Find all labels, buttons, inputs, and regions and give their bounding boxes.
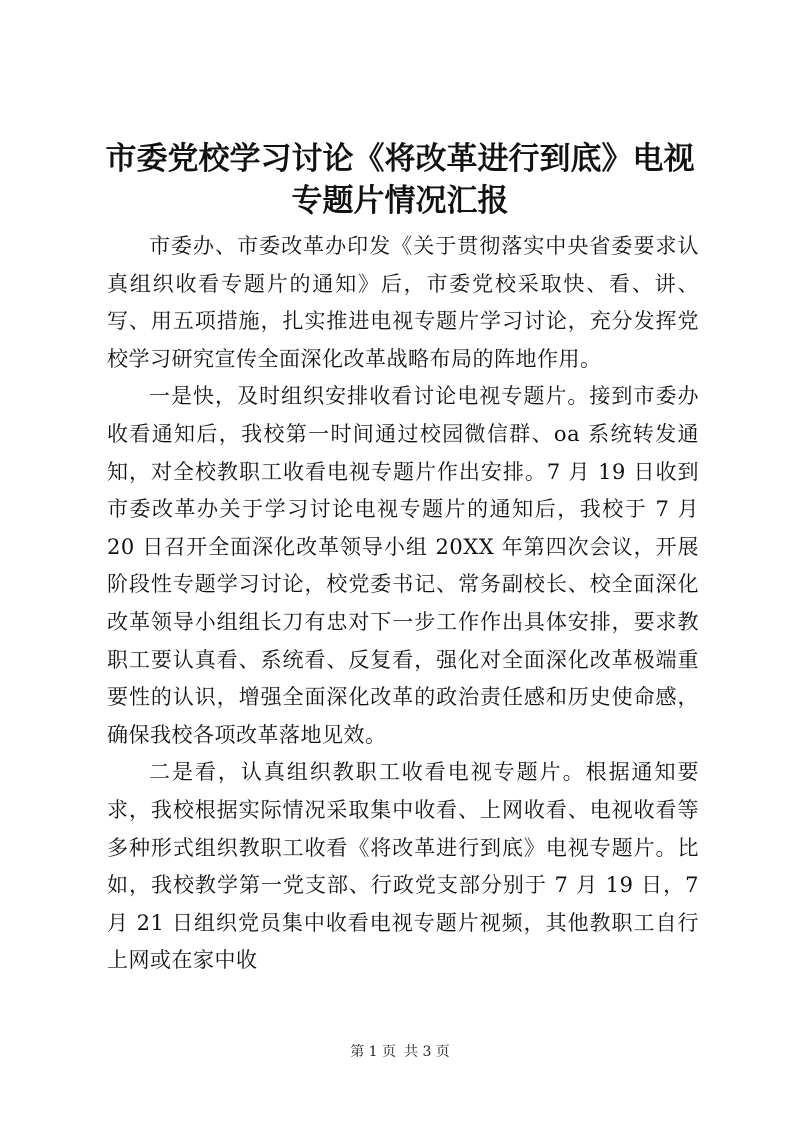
document-title: 市委党校学习讨论《将改革进行到底》电视专题片情况汇报 (105, 141, 695, 219)
page-footer (0, 1043, 800, 1061)
document-body (107, 228, 699, 980)
page-number: 第 1 页 (350, 1044, 396, 1060)
paragraph-point-one: 一是快，及时组织安排收看讨论电视专题片。接到市委办收看通知后，我校第一时间通过校园微信群、oa 系统转发通知，对全校教职工收看电视专题片作出安排。7 月 19 日收到市委改革办关于学习讨论电视专题片的通知后，我校于 7 月 20 日召开全面深化改革领导小组 20XX 年第四次会议，开展阶段性专题学习讨论，校党委书记、常务副校长、校全面深化改革领导小组组长刀有忠对下一步工作作出具体安排，要求教职工要认真看、系统看、反复看，强化对全面深化改革极端重要性的认识，增强全面深化改革的政治责任感和历史使命感，确保我校各项改革落地见效。 (107, 384, 699, 747)
page-total: 共 3 页 (404, 1044, 450, 1060)
paragraph-point-two: 二是看，认真组织教职工收看电视专题片。根据通知要求，我校根据实际情况采取集中收看、上网收看、电视收看等多种形式组织教职工收看《将改革进行到底》电视专题片。比如，我校教学第一党支部、行政党支部分别于 7 月 19 日，7 月 21 日组织党员集中收看电视专题片视频，其他教职工自行上网或在家中收 (107, 760, 699, 973)
paragraph-intro: 市委办、市委改革办印发《关于贯彻落实中央省委要求认真组织收看专题片的通知》后，市委党校采取快、看、讲、写、用五项措施，扎实推进电视专题片学习讨论，充分发挥党校学习研究宣传全面深化改革战略布局的阵地作用。 (107, 234, 699, 371)
